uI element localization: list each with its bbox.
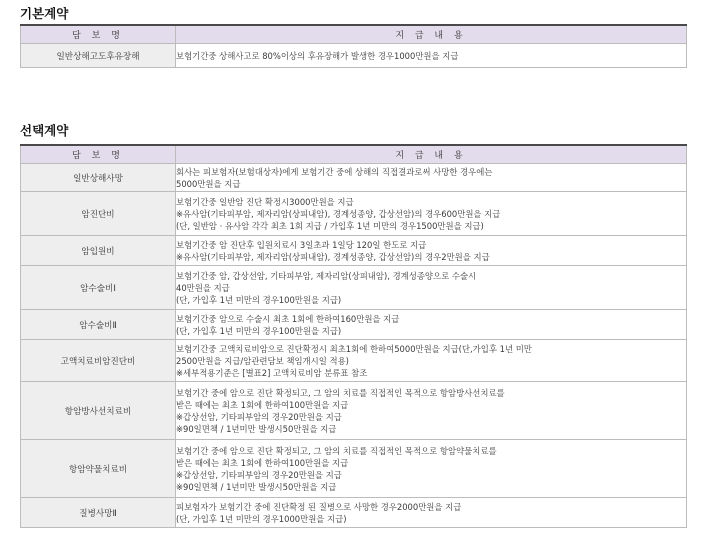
payment-details — [176, 498, 687, 528]
coverage-name: 고액치료비암진단비 — [21, 340, 176, 382]
table-header-row — [21, 25, 687, 44]
payment-details-line: (단, 가입후 1년 미만의 경우100만원을 지급) — [176, 325, 342, 336]
payment-details-line: ※90일면책 / 1년미만 발생시50만원을 지급 — [176, 481, 337, 492]
payment-details — [176, 340, 687, 382]
table-row — [21, 266, 687, 310]
payment-details-line: ※갑상선암, 기타피부암의 경우20만원을 지급 — [176, 411, 342, 422]
payment-details-header: 지 급 내 용 — [176, 25, 687, 44]
payment-details-line: (단, 일반암 · 유사암 각각 최초 1회 지급 / 가입후 1년 미만의 경우1500만원을 지급) — [176, 220, 484, 231]
coverage-name: 암입원비 — [21, 236, 176, 266]
payment-details — [176, 192, 687, 236]
payment-details-line: 보험기간중 상해사고로 80%이상의 후유장해가 발생한 경우1000만원을 지급 — [176, 50, 459, 61]
payment-details — [176, 266, 687, 310]
payment-details-line: 보험기간중 암으로 수술시 최초 1회에 한하여160만원을 지급 — [176, 313, 400, 324]
payment-details-line: ※세부적용기준은 [별표2] 고액치료비암 분류표 참조 — [176, 367, 368, 378]
payment-details-line: 2500만원을 지급/암관련담보 책임개시일 적용) — [176, 355, 349, 366]
table-row — [21, 164, 687, 192]
basic-contract-title: 기본계약 — [20, 6, 69, 21]
table-row — [21, 440, 687, 498]
payment-details-header: 지 급 내 용 — [176, 145, 687, 164]
payment-details — [176, 310, 687, 340]
table-row — [21, 192, 687, 236]
payment-details — [176, 164, 687, 192]
payment-details-line: 보험기간 중에 암으로 진단 확정되고, 그 암의 치료를 직접적인 목적으로 항암방사선치료를 — [176, 387, 505, 398]
table-row — [21, 382, 687, 440]
optional-contract-title: 선택계약 — [20, 123, 69, 138]
payment-details-line: (단, 가입후 1년 미만의 경우100만원을 지급) — [176, 294, 342, 305]
payment-details — [176, 44, 687, 68]
payment-details — [176, 236, 687, 266]
payment-details-line: 받은 때에는 최초 1회에 한하여100만원을 지급 — [176, 399, 349, 410]
optional-contract-table — [20, 144, 687, 528]
coverage-name: 일반상해고도후유장해 — [21, 44, 176, 68]
table-row — [21, 340, 687, 382]
payment-details-line: 40만원을 지급 — [176, 282, 230, 293]
coverage-name: 암진단비 — [21, 192, 176, 236]
payment-details-line: ※갑상선암, 기타피부암의 경우20만원을 지급 — [176, 469, 342, 480]
basic-contract-table — [20, 24, 687, 68]
payment-details — [176, 440, 687, 498]
payment-details-line: 보험기간 중에 암으로 진단 확정되고, 그 암의 치료를 직접적인 목적으로 항암약물치료를 — [176, 445, 497, 456]
coverage-name-header: 담 보 명 — [21, 145, 176, 164]
table-row — [21, 236, 687, 266]
payment-details-line: 보험기간중 암 진단후 입원치료시 3일초과 1일당 120일 한도로 지급 — [176, 239, 427, 250]
payment-details — [176, 382, 687, 440]
coverage-name: 항암약물치료비 — [21, 440, 176, 498]
table-row — [21, 44, 687, 68]
payment-details-line: 보험기간중 일반암 진단 확정시3000만원을 지급 — [176, 196, 354, 207]
payment-details-line: 회사는 피보험자(보험대상자)에게 보험기간 중에 상해의 직접결과로써 사망한 경우에는 — [176, 166, 493, 177]
payment-details-line: (단, 가입후 1년 미만의 경우1000만원을 지급) — [176, 513, 347, 524]
payment-details-line: 보험기간중 고액치료비암으로 진단확정시 최초1회에 한하여5000만원을 지급(단,가입후 1년 미만 — [176, 343, 532, 354]
coverage-name: 암수술비Ⅱ — [21, 310, 176, 340]
table-row — [21, 498, 687, 528]
payment-details-line: 피보험자가 보험기간 중에 진단확정 된 질병으로 사망한 경우2000만원을 지급 — [176, 501, 462, 512]
coverage-name: 일반상해사망 — [21, 164, 176, 192]
table-header-row — [21, 145, 687, 164]
coverage-name: 질병사망Ⅱ — [21, 498, 176, 528]
payment-details-line: ※90일면책 / 1년미만 발생시50만원을 지급 — [176, 423, 337, 434]
payment-details-line: ※유사암(기타피부암, 제자리암(상피내암), 경계성종양, 갑상선암)의 경우2만원을 지급 — [176, 251, 490, 262]
coverage-name: 항암방사선치료비 — [21, 382, 176, 440]
payment-details-line: 5000만원을 지급 — [176, 178, 241, 189]
payment-details-line: 받은 때에는 최초 1회에 한하여100만원을 지급 — [176, 457, 349, 468]
coverage-name-header: 담 보 명 — [21, 25, 176, 44]
payment-details-line: ※유사암(기타피부암, 제자리암(상피내암), 경계성종양, 갑상선암)의 경우600만원을 지급 — [176, 208, 501, 219]
table-row — [21, 310, 687, 340]
payment-details-line: 보험기간중 암, 갑상선암, 기타피부암, 제자리암(상피내암), 경계성종양으로 수술시 — [176, 270, 477, 281]
coverage-name: 암수술비Ⅰ — [21, 266, 176, 310]
